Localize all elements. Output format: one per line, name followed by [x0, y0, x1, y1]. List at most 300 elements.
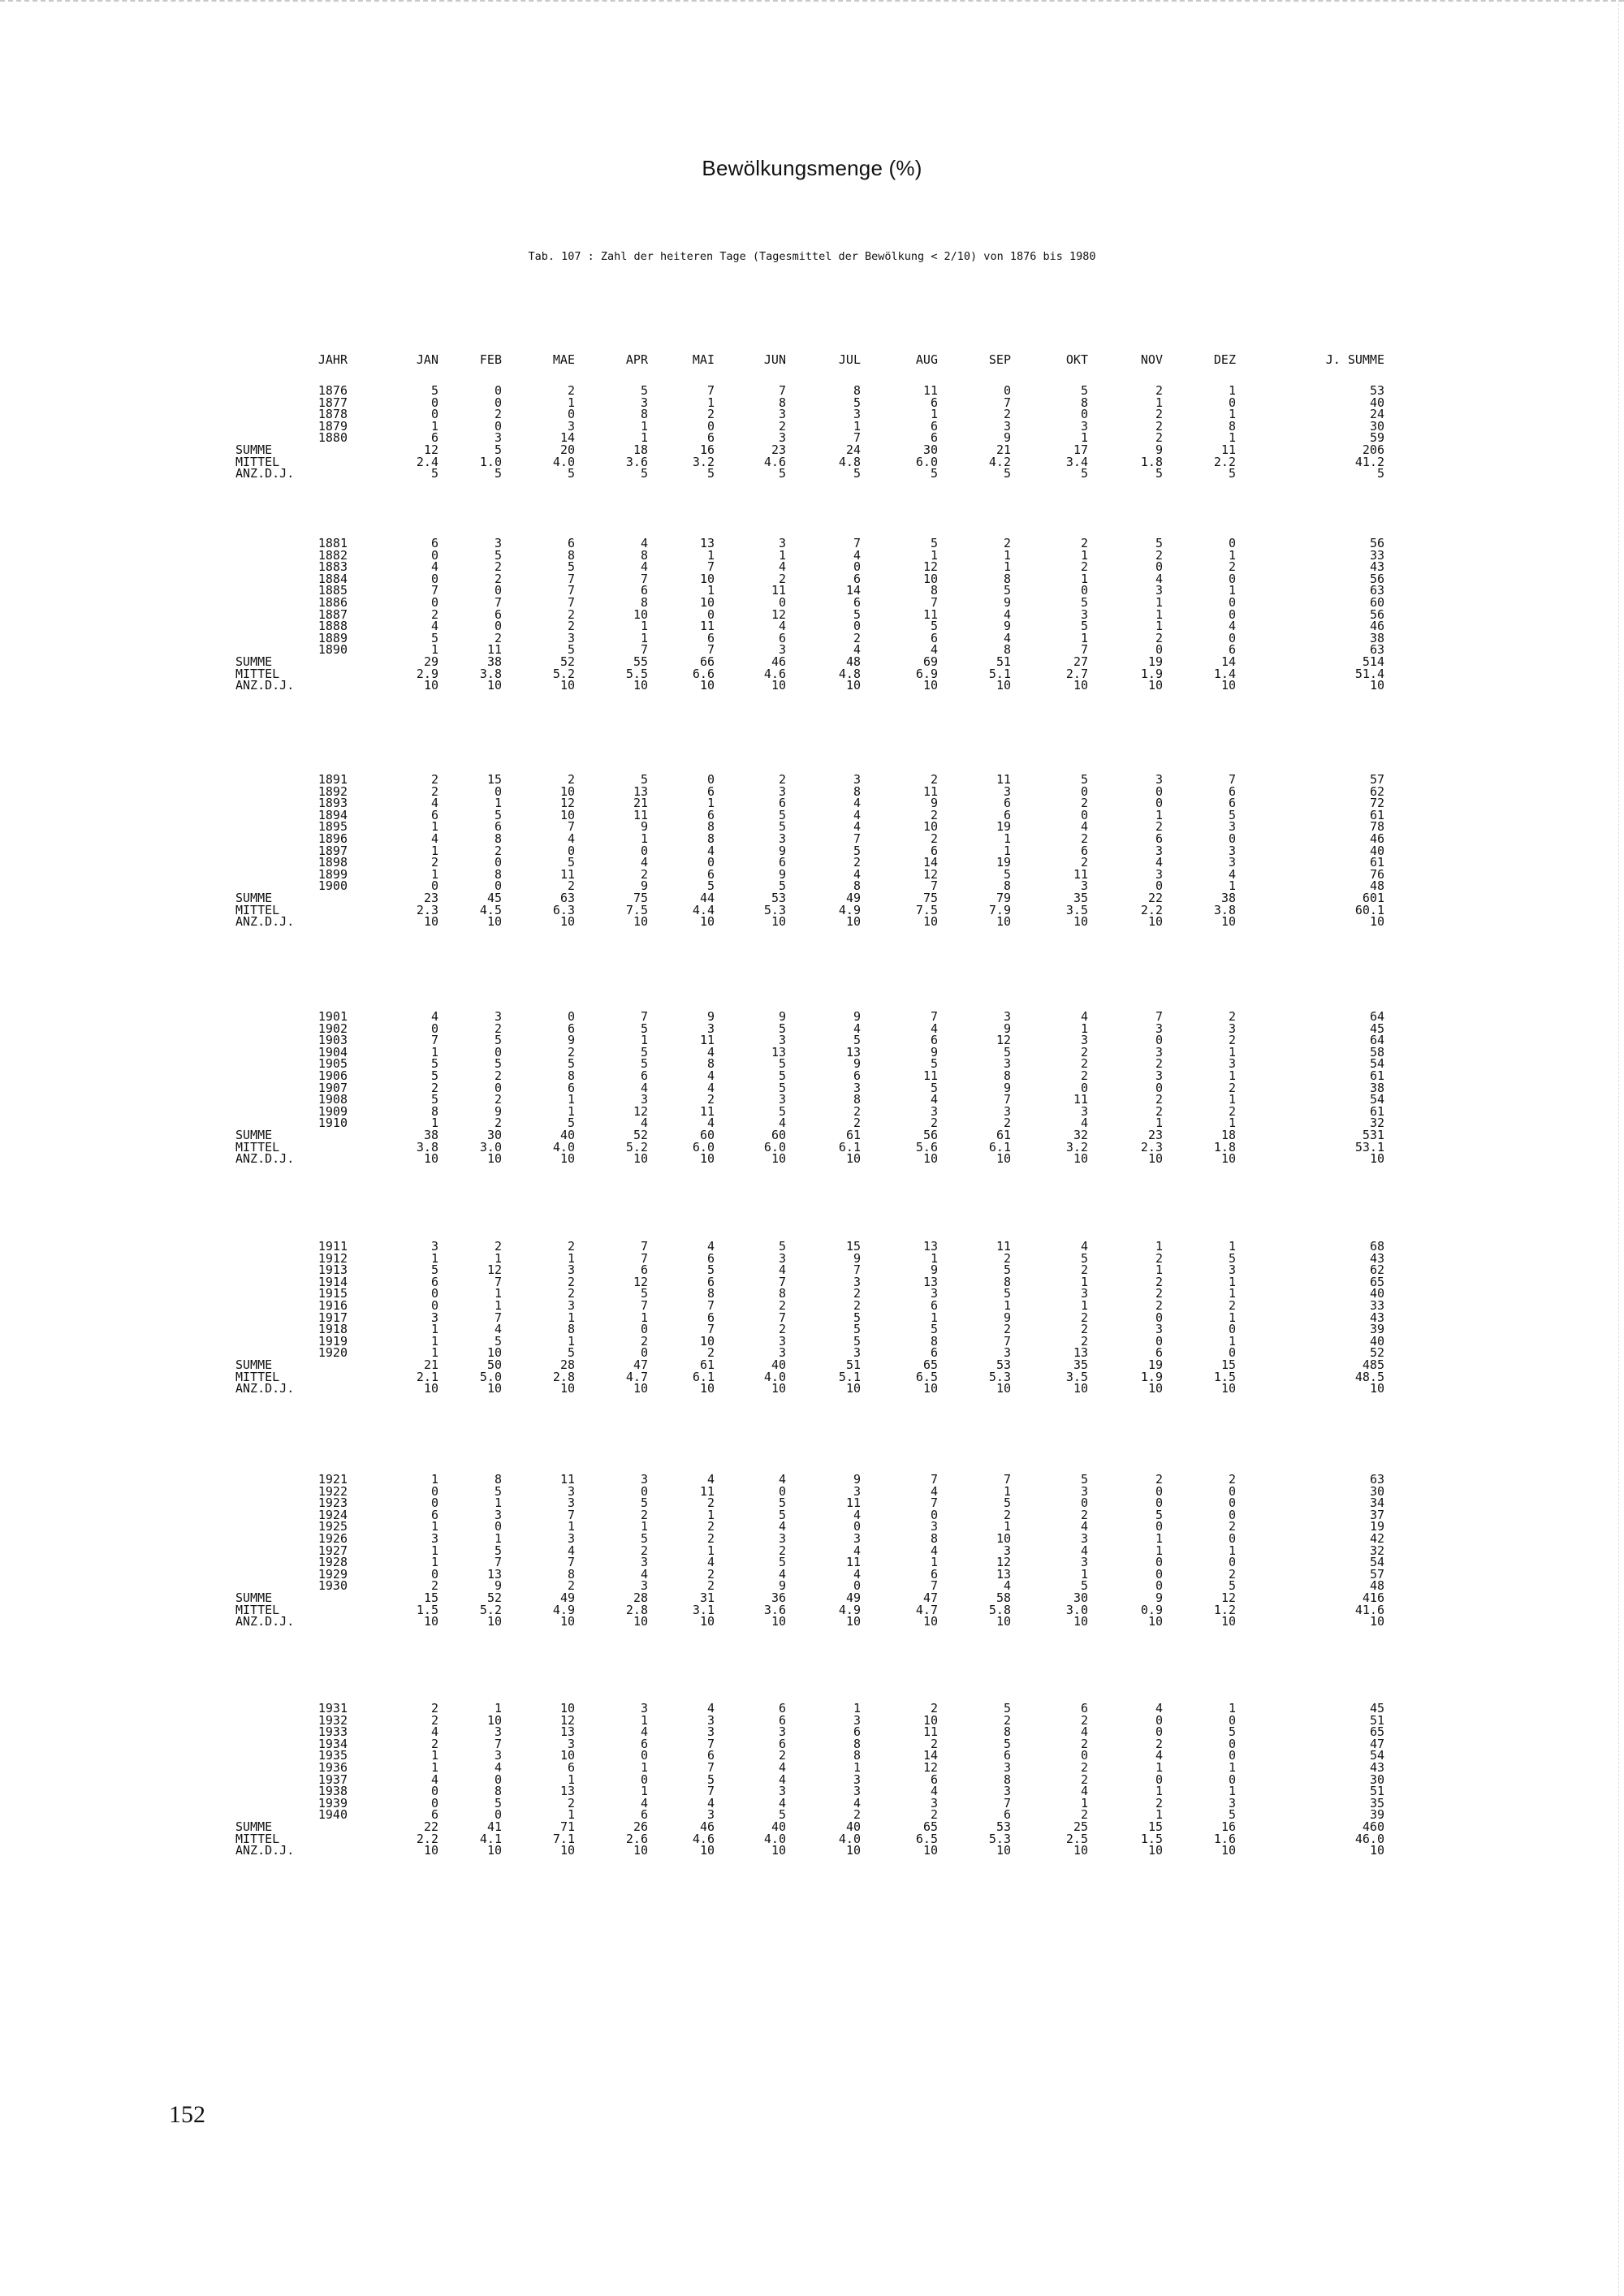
- year-cell: 1920: [317, 1345, 348, 1361]
- month-cell: 2: [778, 1543, 786, 1558]
- month-cell: 3: [1080, 1531, 1088, 1546]
- month-cell: 0: [640, 1322, 648, 1337]
- month-cell: 10: [771, 1614, 786, 1629]
- month-cell: 0: [1080, 583, 1088, 598]
- month-cell: 5: [853, 1310, 861, 1325]
- month-cell: 5: [853, 843, 861, 858]
- month-cell: 2: [567, 1578, 575, 1594]
- month-cell: 5: [1080, 619, 1088, 634]
- month-cell: 1: [1080, 1566, 1088, 1582]
- month-cell: 1: [1155, 1116, 1163, 1131]
- month-cell: 7: [567, 819, 575, 835]
- month-cell: 5: [494, 1483, 502, 1499]
- month-cell: 6: [853, 571, 861, 586]
- month-cell: 49: [845, 1590, 861, 1605]
- month-cell: 3: [778, 1345, 786, 1361]
- month-cell: 4: [778, 1795, 786, 1810]
- annual-sum-cell: 45: [1369, 1701, 1384, 1716]
- month-cell: 10: [699, 1614, 715, 1629]
- month-cell: 1: [640, 1760, 648, 1775]
- month-cell: 1: [430, 1555, 438, 1570]
- month-cell: 1: [494, 1286, 502, 1301]
- column-header: J. SUMME: [1325, 352, 1384, 367]
- month-cell: 13: [699, 536, 715, 550]
- annual-sum-cell: 48: [1369, 1578, 1384, 1594]
- month-cell: 10: [922, 914, 938, 930]
- month-cell: 6: [853, 595, 861, 610]
- row-label: MITTEL: [235, 1602, 280, 1617]
- year-cell: 1907: [317, 1080, 348, 1095]
- month-cell: 5: [567, 855, 575, 870]
- month-cell: 15: [1220, 1357, 1236, 1372]
- row-label: MITTEL: [235, 1831, 280, 1846]
- month-cell: 2: [706, 1345, 715, 1361]
- month-cell: 2: [1080, 796, 1088, 811]
- month-cell: 3: [1003, 1760, 1011, 1775]
- month-cell: 7: [494, 1736, 502, 1751]
- month-cell: 1: [567, 1519, 575, 1534]
- month-cell: 2: [1155, 547, 1163, 563]
- month-cell: 5: [1080, 383, 1088, 398]
- column-header: DEZ: [1213, 352, 1236, 367]
- month-cell: 0: [430, 395, 438, 410]
- year-cell: 1879: [317, 418, 348, 434]
- month-cell: 3: [1080, 1033, 1088, 1048]
- month-cell: 6: [430, 536, 438, 550]
- month-cell: 1: [640, 619, 648, 634]
- month-cell: 3: [640, 395, 648, 410]
- month-cell: 11: [699, 1033, 715, 1048]
- year-cell: 1915: [317, 1286, 348, 1301]
- month-cell: 0: [1155, 783, 1163, 799]
- annual-sum-cell: 30: [1369, 1772, 1384, 1787]
- month-cell: 1: [430, 1543, 438, 1558]
- month-cell: 3: [778, 407, 786, 422]
- month-cell: 2: [1003, 1116, 1011, 1131]
- month-cell: 6: [567, 536, 575, 550]
- month-cell: 10: [699, 1151, 715, 1167]
- month-cell: 7: [930, 878, 938, 894]
- month-cell: 3: [1003, 783, 1011, 799]
- month-cell: 5: [1080, 1250, 1088, 1266]
- month-cell: 0: [430, 595, 438, 610]
- month-cell: 3: [778, 430, 786, 446]
- month-cell: 0: [1155, 559, 1163, 575]
- month-cell: 1: [1155, 1262, 1163, 1278]
- month-cell: 3.8: [479, 666, 502, 681]
- month-cell: 3: [1228, 843, 1236, 858]
- month-cell: 60: [771, 1128, 786, 1142]
- month-cell: 3: [706, 1712, 715, 1728]
- summary-row: [0, 1843, 1624, 1858]
- page-title: Bewölkungsmenge (%): [702, 156, 922, 180]
- month-cell: 1.8: [1140, 454, 1163, 469]
- month-cell: 3: [640, 1701, 648, 1716]
- month-cell: 12: [996, 1555, 1011, 1570]
- month-cell: 38: [423, 1128, 438, 1142]
- year-cell: 1887: [317, 606, 348, 622]
- month-cell: 7: [1003, 395, 1011, 410]
- month-cell: 10: [996, 914, 1011, 930]
- month-cell: 3: [567, 1483, 575, 1499]
- annual-sum-cell: 47: [1369, 1736, 1384, 1751]
- month-cell: 10: [845, 914, 861, 930]
- annual-sum-cell: 63: [1369, 642, 1384, 658]
- month-cell: 5: [778, 466, 786, 481]
- month-cell: 7: [640, 1239, 648, 1254]
- month-cell: 6: [778, 630, 786, 645]
- row-label: ANZ.D.J.: [235, 1843, 295, 1858]
- month-cell: 12: [633, 1274, 648, 1289]
- month-cell: 0: [494, 395, 502, 410]
- month-cell: 10: [922, 678, 938, 693]
- month-cell: 12: [423, 442, 438, 457]
- month-cell: 6.0: [915, 454, 938, 469]
- month-cell: 10: [996, 1151, 1011, 1167]
- month-cell: 2: [853, 855, 861, 870]
- month-cell: 36: [771, 1590, 786, 1605]
- month-cell: 0: [1155, 1566, 1163, 1582]
- month-cell: 0: [567, 843, 575, 858]
- row-label: MITTEL: [235, 1369, 280, 1384]
- month-cell: 10: [559, 1151, 575, 1167]
- month-cell: 10: [1147, 1381, 1163, 1396]
- year-cell: 1928: [317, 1555, 348, 1570]
- annual-sum-cell: 52: [1369, 1345, 1384, 1361]
- month-cell: 3: [494, 430, 502, 446]
- month-cell: 1: [640, 1033, 648, 1048]
- month-cell: 2: [1003, 536, 1011, 550]
- month-cell: 6: [930, 1345, 938, 1361]
- row-label: SUMME: [235, 1357, 273, 1372]
- month-cell: 8: [494, 1472, 502, 1487]
- month-cell: 1.9: [1140, 666, 1163, 681]
- month-cell: 0: [853, 1519, 861, 1534]
- annual-sum-cell: 32: [1369, 1116, 1384, 1131]
- month-cell: 3: [430, 1239, 438, 1254]
- month-cell: 4.1: [479, 1831, 502, 1846]
- month-cell: 10: [845, 678, 861, 693]
- month-cell: 2: [430, 772, 438, 787]
- year-cell: 1897: [317, 843, 348, 858]
- month-cell: 8: [778, 395, 786, 410]
- month-cell: 6: [1080, 1701, 1088, 1716]
- month-cell: 5: [1228, 1578, 1236, 1594]
- annual-sum-cell: 206: [1362, 442, 1384, 457]
- summary-row: [0, 914, 1624, 930]
- month-cell: 5: [1228, 1250, 1236, 1266]
- month-cell: 5: [567, 1345, 575, 1361]
- month-cell: 5: [930, 466, 938, 481]
- month-cell: 40: [559, 1128, 575, 1142]
- month-cell: 2.8: [625, 1602, 648, 1617]
- month-cell: 1: [430, 1116, 438, 1131]
- month-cell: 2.8: [552, 1369, 575, 1384]
- month-cell: 4: [1080, 1239, 1088, 1254]
- month-cell: 2: [1080, 1310, 1088, 1325]
- month-cell: 7: [430, 1033, 438, 1048]
- month-cell: 3: [567, 1531, 575, 1546]
- annual-sum-cell: 60: [1369, 595, 1384, 610]
- month-cell: 0: [1080, 407, 1088, 422]
- year-cell: 1884: [317, 571, 348, 586]
- month-cell: 10: [423, 914, 438, 930]
- month-cell: 11: [771, 583, 786, 598]
- month-cell: 6: [494, 819, 502, 835]
- year-cell: 1918: [317, 1322, 348, 1337]
- month-cell: 2: [853, 1807, 861, 1823]
- month-cell: 0: [1080, 1080, 1088, 1095]
- month-cell: 1: [930, 1555, 938, 1570]
- month-cell: 11: [922, 383, 938, 398]
- month-cell: 6: [853, 1724, 861, 1740]
- month-cell: 6: [1003, 1748, 1011, 1763]
- month-cell: 6: [567, 1021, 575, 1036]
- annual-sum-cell: 53.1: [1354, 1139, 1384, 1154]
- month-cell: 5.3: [763, 902, 786, 917]
- month-cell: 8: [640, 547, 648, 563]
- row-label: MITTEL: [235, 902, 280, 917]
- month-cell: 4: [706, 1555, 715, 1570]
- month-cell: 4.6: [763, 666, 786, 681]
- column-header: FEB: [479, 352, 502, 367]
- month-cell: 3: [1003, 1009, 1011, 1024]
- row-label: ANZ.D.J.: [235, 1151, 295, 1167]
- month-cell: 3: [1003, 1784, 1011, 1799]
- month-cell: 3: [778, 1531, 786, 1546]
- month-cell: 1: [1080, 1274, 1088, 1289]
- month-cell: 3: [930, 1286, 938, 1301]
- month-cell: 7: [930, 595, 938, 610]
- month-cell: 11: [633, 807, 648, 822]
- month-cell: 30: [922, 442, 938, 457]
- month-cell: 58: [996, 1590, 1011, 1605]
- month-cell: 2: [778, 772, 786, 787]
- month-cell: 8: [1003, 642, 1011, 658]
- month-cell: 1: [1155, 1543, 1163, 1558]
- month-cell: 2: [430, 1080, 438, 1095]
- month-cell: 8: [1003, 1772, 1011, 1787]
- month-cell: 9: [930, 1044, 938, 1060]
- month-cell: 5: [494, 1333, 502, 1349]
- month-cell: 6: [1080, 843, 1088, 858]
- month-cell: 5: [778, 1507, 786, 1522]
- month-cell: 4.0: [552, 1139, 575, 1154]
- month-cell: 4: [853, 819, 861, 835]
- month-cell: 1: [430, 1472, 438, 1487]
- month-cell: 3: [1080, 1555, 1088, 1570]
- annual-sum-cell: 54: [1369, 1056, 1384, 1072]
- month-cell: 5: [567, 1056, 575, 1072]
- month-cell: 3: [853, 772, 861, 787]
- month-cell: 1: [930, 407, 938, 422]
- month-cell: 1: [1080, 630, 1088, 645]
- month-cell: 10: [559, 1701, 575, 1716]
- month-cell: 0: [1228, 1748, 1236, 1763]
- annual-sum-cell: 10: [1369, 1843, 1384, 1858]
- month-cell: 9: [494, 1578, 502, 1594]
- month-cell: 69: [922, 654, 938, 669]
- year-cell: 1938: [317, 1784, 348, 1799]
- month-cell: 0: [1228, 595, 1236, 610]
- month-cell: 52: [633, 1128, 648, 1142]
- month-cell: 2: [640, 1333, 648, 1349]
- month-cell: 10: [1147, 1614, 1163, 1629]
- month-cell: 2: [494, 1021, 502, 1036]
- month-cell: 0: [1228, 1736, 1236, 1751]
- month-cell: 0: [930, 1507, 938, 1522]
- month-cell: 3: [1228, 1021, 1236, 1036]
- month-cell: 1: [430, 1760, 438, 1775]
- month-cell: 3.4: [1065, 454, 1088, 469]
- month-cell: 1: [1228, 1239, 1236, 1254]
- month-cell: 2: [1155, 1092, 1163, 1107]
- month-cell: 2: [1080, 1262, 1088, 1278]
- month-cell: 7: [1080, 642, 1088, 658]
- month-cell: 6: [1228, 642, 1236, 658]
- month-cell: 6: [930, 1298, 938, 1313]
- month-cell: 4: [853, 1543, 861, 1558]
- month-cell: 2: [1228, 1519, 1236, 1534]
- row-label: MITTEL: [235, 666, 280, 681]
- month-cell: 0: [1228, 571, 1236, 586]
- month-cell: 5: [778, 1555, 786, 1570]
- month-cell: 9: [640, 878, 648, 894]
- annual-sum-cell: 56: [1369, 571, 1384, 586]
- month-cell: 25: [1073, 1819, 1088, 1834]
- month-cell: 5: [706, 878, 715, 894]
- annual-sum-cell: 64: [1369, 1033, 1384, 1048]
- month-cell: 5: [853, 1033, 861, 1048]
- annual-sum-cell: 53: [1369, 383, 1384, 398]
- month-cell: 10: [559, 678, 575, 693]
- annual-sum-cell: 57: [1369, 772, 1384, 787]
- month-cell: 4.0: [763, 1831, 786, 1846]
- month-cell: 3: [706, 1807, 715, 1823]
- month-cell: 8: [567, 547, 575, 563]
- month-cell: 8: [930, 1333, 938, 1349]
- month-cell: 5: [430, 1092, 438, 1107]
- month-cell: 5: [640, 466, 648, 481]
- month-cell: 0: [494, 1044, 502, 1060]
- month-cell: 4: [853, 1507, 861, 1522]
- month-cell: 5: [430, 466, 438, 481]
- month-cell: 0: [430, 1298, 438, 1313]
- month-cell: 9: [1003, 1080, 1011, 1095]
- annual-sum-cell: 10: [1369, 1614, 1384, 1629]
- month-cell: 0: [640, 1748, 648, 1763]
- month-cell: 13: [922, 1239, 938, 1254]
- month-cell: 4: [778, 1519, 786, 1534]
- annual-sum-cell: 65: [1369, 1724, 1384, 1740]
- month-cell: 0: [430, 1286, 438, 1301]
- month-cell: 5: [778, 1103, 786, 1119]
- month-cell: 11: [1073, 866, 1088, 882]
- month-cell: 63: [559, 891, 575, 905]
- annual-sum-cell: 51: [1369, 1712, 1384, 1728]
- month-cell: 9: [567, 1033, 575, 1048]
- month-cell: 10: [1220, 678, 1236, 693]
- annual-sum-cell: 531: [1362, 1128, 1384, 1142]
- month-cell: 3: [930, 1519, 938, 1534]
- month-cell: 10: [633, 1151, 648, 1167]
- month-cell: 44: [699, 891, 715, 905]
- month-cell: 5.2: [625, 1139, 648, 1154]
- month-cell: 10: [423, 1381, 438, 1396]
- month-cell: 7: [494, 1274, 502, 1289]
- annual-sum-cell: 48.5: [1354, 1369, 1384, 1384]
- month-cell: 1: [1228, 583, 1236, 598]
- month-cell: 65: [922, 1357, 938, 1372]
- month-cell: 7: [1003, 1795, 1011, 1810]
- month-cell: 3: [494, 1748, 502, 1763]
- month-cell: 1: [1003, 831, 1011, 846]
- month-cell: 4: [930, 1021, 938, 1036]
- summary-row: [0, 1151, 1624, 1167]
- month-cell: 0: [706, 418, 715, 434]
- month-cell: 16: [699, 442, 715, 457]
- month-cell: 4: [706, 1068, 715, 1083]
- month-cell: 10: [996, 1381, 1011, 1396]
- month-cell: 2: [1155, 819, 1163, 835]
- month-cell: 6: [1003, 1807, 1011, 1823]
- annual-sum-cell: 33: [1369, 547, 1384, 563]
- month-cell: 2.2: [416, 1831, 438, 1846]
- month-cell: 1.9: [1140, 1369, 1163, 1384]
- month-cell: 11: [922, 1068, 938, 1083]
- annual-sum-cell: 63: [1369, 1472, 1384, 1487]
- month-cell: 49: [845, 891, 861, 905]
- page-number: 152: [169, 2101, 205, 2128]
- column-header: SEP: [988, 352, 1011, 367]
- month-cell: 19: [996, 819, 1011, 835]
- month-cell: 8: [853, 1092, 861, 1107]
- month-cell: 14: [922, 855, 938, 870]
- month-cell: 9: [930, 796, 938, 811]
- month-cell: 19: [1147, 1357, 1163, 1372]
- month-cell: 10: [559, 783, 575, 799]
- month-cell: 1: [1228, 1286, 1236, 1301]
- month-cell: 8: [1003, 1068, 1011, 1083]
- month-cell: 7: [853, 536, 861, 550]
- month-cell: 75: [633, 891, 648, 905]
- month-cell: 71: [559, 1819, 575, 1834]
- month-cell: 51: [845, 1357, 861, 1372]
- month-cell: 3: [853, 407, 861, 422]
- annual-sum-cell: 24: [1369, 407, 1384, 422]
- month-cell: 2: [1228, 1298, 1236, 1313]
- month-cell: 5: [1080, 772, 1088, 787]
- annual-sum-cell: 51.4: [1354, 666, 1384, 681]
- month-cell: 13: [845, 1044, 861, 1060]
- month-cell: 4: [853, 1795, 861, 1810]
- month-cell: 3: [1228, 819, 1236, 835]
- month-cell: 7: [706, 559, 715, 575]
- month-cell: 7: [567, 595, 575, 610]
- month-cell: 5: [778, 1239, 786, 1254]
- year-cell: 1940: [317, 1807, 348, 1823]
- month-cell: 5: [640, 1056, 648, 1072]
- month-cell: 6: [930, 1566, 938, 1582]
- month-cell: 4: [1080, 1009, 1088, 1024]
- month-cell: 2.9: [416, 666, 438, 681]
- month-cell: 1: [430, 418, 438, 434]
- month-cell: 32: [1073, 1128, 1088, 1142]
- month-cell: 8: [1003, 878, 1011, 894]
- year-cell: 1905: [317, 1056, 348, 1072]
- annual-sum-cell: 65: [1369, 1274, 1384, 1289]
- month-cell: 10: [559, 807, 575, 822]
